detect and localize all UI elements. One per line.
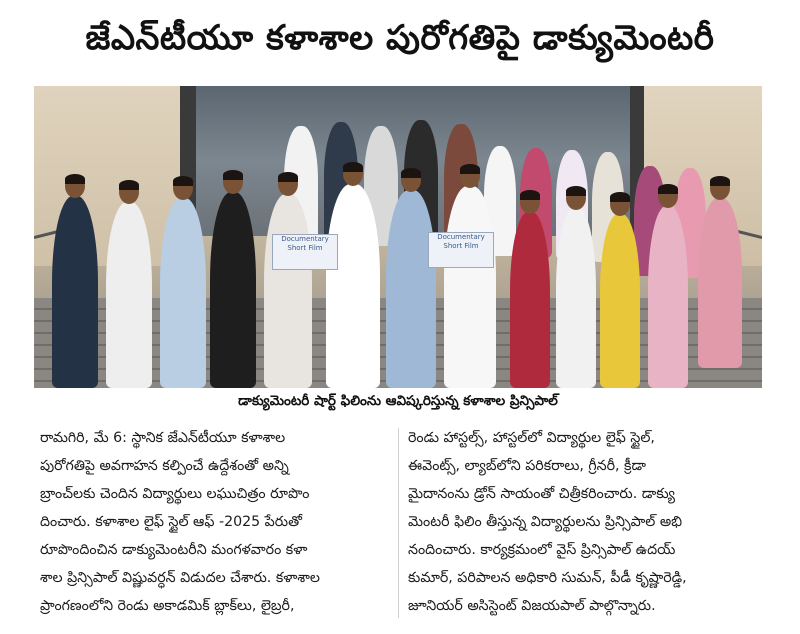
group-photo xyxy=(34,86,762,388)
column-divider xyxy=(398,428,399,618)
person xyxy=(386,190,436,388)
article-body-left-column xyxy=(40,424,396,620)
placard-text: Documentary Short Film xyxy=(437,233,485,250)
person-head xyxy=(710,176,730,200)
article-body-line: రూపొందించిన డాక్యుమెంటరీని మంగళవారం కళా xyxy=(40,542,308,558)
person-head xyxy=(520,190,540,214)
person-head xyxy=(460,164,480,188)
article-body-line: దించారు. కళాశాల లైఫ్ స్టైల్ ఆఫ్ -2025 పేరుతో xyxy=(40,514,302,530)
person xyxy=(52,196,98,388)
person xyxy=(600,214,640,388)
article-body-line: కుమార్, పరిపాలన అధికారి సుమన్, పీడీ కృష్ణారెడ్డి, xyxy=(408,570,687,586)
person xyxy=(264,194,312,388)
article-body-line: రామగిరి, మే 6: స్థానిక జేఎన్‌టీయూ కళాశాల xyxy=(40,430,286,446)
person-head xyxy=(401,168,421,192)
article-body-line: మెంటరీ ఫిలిం తీస్తున్న విద్యార్థులను ప్రిన్సిపాల్ అభి xyxy=(408,514,683,530)
person xyxy=(444,186,496,388)
person-head xyxy=(65,174,85,198)
article-body-line: మైదానంను డ్రోన్ సాయంతో చిత్రీకరించారు. డాక్యు xyxy=(408,486,675,502)
person-head xyxy=(566,186,586,210)
person-head xyxy=(119,180,139,204)
article-body-line: జూనియర్ అసిస్టెంట్ విజయపాల్ పాల్గొన్నారు. xyxy=(408,598,656,614)
article-body-line: బ్రాంచ్‌లకు చెందిన విద్యార్థులు లఘుచిత్రం రూపొం xyxy=(40,486,310,502)
article-body-line: ప్రాంగణంలోని రెండు అకాడమిక్ బ్లాక్‌లు, లైబ్రరీ, xyxy=(40,598,295,614)
person-head xyxy=(223,170,243,194)
documentary-placard-left xyxy=(272,234,338,270)
article-body-line: శాల ప్రిన్సిపాల్ విష్ణువర్ధన్ విడుదల చేశారు. కళాశాల xyxy=(40,570,320,586)
documentary-placard-right xyxy=(428,232,494,268)
person-head xyxy=(278,172,298,196)
article-body-line: నందించారు. కార్యక్రమంలో వైస్ ప్రిన్సిపాల్ ఉదయ్ xyxy=(408,542,676,558)
person xyxy=(648,206,688,388)
person xyxy=(326,184,380,388)
person-head xyxy=(343,162,363,186)
article-body-line: ఈవెంట్స్, ల్యాబ్‌లోని పరికరాలు, గ్రీనరీ, క్రీడా xyxy=(408,458,646,474)
person-head xyxy=(658,184,678,208)
article-body-line: రెండు హాస్టల్స్, హాస్టల్‌లో విద్యార్థుల లైఫ్ స్టైల్, xyxy=(408,430,655,446)
placard-text: Documentary Short Film xyxy=(281,235,329,252)
person xyxy=(160,198,206,388)
person xyxy=(210,192,256,388)
person xyxy=(556,208,596,388)
photo-caption: డాక్యుమెంటరీ షార్ట్ ఫిలింను ఆవిష్కరిస్తున్న కళాశాల ప్రిన్సిపాల్ xyxy=(238,393,558,409)
person xyxy=(106,202,152,388)
article-body-line: పురోగతిపై అవగాహన కల్పించే ఉద్దేశంతో అన్ని xyxy=(40,458,289,474)
person-head xyxy=(173,176,193,200)
headline: జేఎన్‌టీయూ కళాశాల పురోగతిపై డాక్యుమెంటరీ xyxy=(85,18,715,58)
person xyxy=(510,212,550,388)
person xyxy=(698,198,742,368)
article-body-right-column xyxy=(408,424,764,620)
person-head xyxy=(610,192,630,216)
